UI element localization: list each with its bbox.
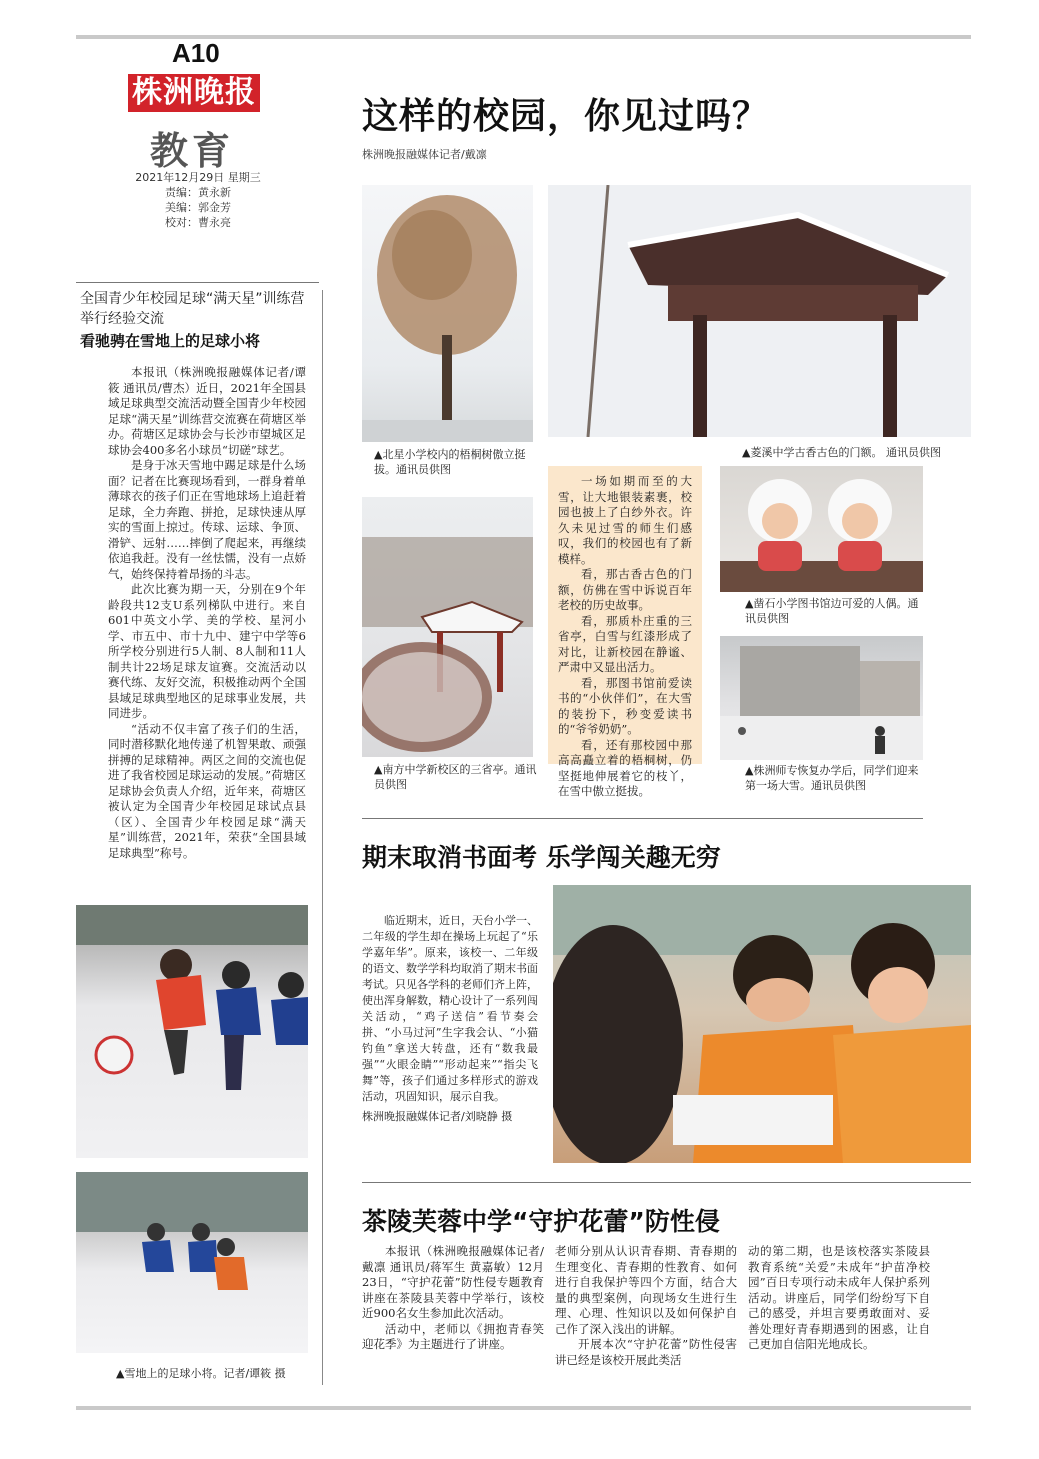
- exam-illustration: [553, 885, 971, 1163]
- school-photo: [720, 636, 923, 760]
- column-divider: [322, 290, 323, 1385]
- protection-article-title: 茶陵芙蓉中学“守护花蕾”防性侵: [362, 1207, 720, 1236]
- exam-article-body: [362, 913, 538, 1125]
- pavilion-illustration: [362, 497, 533, 757]
- exam-photo-credit: 株洲晚报融媒体记者/刘晓静 摄: [362, 1110, 513, 1123]
- dolls-illustration: [720, 466, 923, 592]
- box-paragraph: 看，那质朴庄重的三省亭，白雪与红漆形成了对比，让新校园在静谧、严肃中又显出活力。: [558, 613, 692, 674]
- left-article-title: 看驰骋在雪地上的足球小将: [80, 332, 261, 350]
- school-caption: ▲株洲师专恢复办学后，同学们迎来第一场大雪。通讯员供图: [745, 764, 919, 792]
- gate-illustration: [548, 185, 971, 437]
- box-paragraph: 看，那古香古色的门额，仿佛在雪中诉说百年老校的历史故事。: [558, 567, 692, 612]
- paragraph: “活动不仅丰富了孩子们的生活，同时潜移默化地传递了机智果敢、顽强拼搏的足球精神。两区之间的交流也促进了我省校园足球运动的发展。”荷塘区足球协会负责人介绍，近年来，荷塘区被认定为全国青少年校园足球试点县（区）、全国青少年校园足球“满天星”训练营，2021年，荣获“全国县域足球典型”称号。: [108, 721, 306, 860]
- editor-credit: 责编：黄永新: [165, 186, 231, 199]
- paragraph: 老师分别从认识青春期、青春期的生理变化、青春期的性教育、如何进行自我保护等四个方面，结合大量的典型案例，向现场女生进行生理、心理、性知识以及如何保护自己作了深入浅出的讲解。: [555, 1244, 737, 1336]
- gate-caption: ▲菱溪中学古香古色的门额。 通讯员供图: [742, 446, 941, 459]
- football-photo-2: [76, 1172, 308, 1353]
- paragraph: 临近期末，近日，天台小学一、二年级的学生却在操场上玩起了“乐学嘉年华”。原来，该校一、二年级的语文、数学学科均取消了期末书面考试。只见各学科的老师们齐上阵，使出浑身解数，精心设计了一系列闯关活动，“鸡子送信”看节奏会拼、“小马过河”生字我会认、“小猫钓鱼”拿送大转盘，还有“数我最强”“火眼金睛”“形动起来”“指尖飞舞”等，孩子们通过多样形式的游戏活动，巩固知识，展示自我。: [362, 914, 538, 1103]
- football-photo-1: [76, 905, 308, 1158]
- dolls-caption: ▲凿石小学图书馆边可爱的人偶。通讯员供图: [745, 597, 919, 625]
- masthead-meta: [128, 170, 268, 230]
- gate-photo: [548, 185, 971, 437]
- issue-date: 2021年12月29日 星期三: [135, 171, 261, 184]
- exam-article-title: 期末取消书面考 乐学闯关趣无穷: [362, 843, 721, 872]
- newspaper-logo: 株洲晚报: [128, 74, 260, 112]
- tree-caption: ▲北星小学校内的梧桐树傲立挺拔。通讯员供图: [374, 448, 526, 476]
- dolls-photo: [720, 466, 923, 592]
- paragraph: 活动中，老师以《拥抱青春笑迎花季》为主题进行了讲座。: [362, 1321, 544, 1351]
- left-article-kicker: 全国青少年校园足球“满天星”训练营举行经验交流: [80, 291, 305, 327]
- box-paragraph: 看，那图书馆前爱读书的“小伙伴们”，在大雪的装扮下，秒变爱读书的“爷爷奶奶”。: [558, 675, 692, 736]
- tree-illustration: [362, 185, 533, 442]
- pavilion-photo: [362, 497, 533, 757]
- feature-headline: 这样的校园，你见过吗？: [362, 96, 770, 137]
- football-scene-2: [76, 1172, 308, 1353]
- bottom-rule: [76, 1406, 971, 1410]
- left-article-body: [108, 365, 306, 861]
- paragraph: 本报讯（株洲晚报融媒体记者/戴凛 通讯员/蒋军生 黄嘉敏）12月23日，“守护花蕾”防性侵专题教育讲座在茶陵县芙蓉中学举行，该校近900名女生参加此次活动。: [362, 1244, 544, 1320]
- masthead-divider: [76, 282, 319, 283]
- paragraph: 本报讯（株洲晚报融媒体记者/谭筱 通讯员/曹杰）近日，2021年全国县域足球典型交流活动暨全国青少年校园足球“满天星”训练营交流赛在荷塘区举办。荷塘区足球协会与长沙市望城区足球协会400多名小球员“切磋”球艺。: [108, 365, 306, 457]
- protection-col-3: [748, 1244, 930, 1353]
- protection-col-2: [555, 1244, 737, 1368]
- football-scene-1: [76, 905, 308, 1158]
- paragraph: 此次比赛为期一天，分别在9个年龄段共12支U系列梯队中进行。来自601中英文小学、美的学校、星河小学、市五中、市十九中、建宁中学等6所学校分别进行5人制、8人制和11人制共计22场足球友谊赛。交流活动以赛代练、友好交流，积极推动两个全国县域足球典型地区的足球事业发展，共同进步。: [108, 582, 306, 720]
- exam-photo: [553, 885, 971, 1163]
- proofreader-credit: 校对：曹永亮: [165, 216, 231, 229]
- paragraph: 是身于冰天雪地中踢足球是什么场面？记者在比赛现场看到，一群身着单薄球衣的孩子们正在雪地球场上追赶着足球，全力奔跑、拼抢，足球快速从厚实的雪面上掠过。传球、运球、争顶、滑铲、远射……摔倒了爬起来，再继续依追我赶。没有一丝怯懦，没有一点娇气，始终保持着昂扬的斗志。: [108, 458, 306, 581]
- section-title: 教育: [150, 128, 235, 173]
- school-illustration: [720, 636, 923, 760]
- box-paragraph: 一场如期而至的大雪，让大地银装素裹，校园也披上了白纱外衣。许久未见过雪的师生们感叹，我们的校园也有了新模样。: [558, 474, 692, 566]
- football-photo-caption: ▲雪地上的足球小将。记者/谭筱 摄: [116, 1367, 286, 1380]
- feature-text-box: [548, 466, 702, 798]
- box-paragraph: 看，还有那校园中那高高矗立着的梧桐树，仍坚挺地伸展着它的枝丫，在雪中傲立挺拔。: [558, 737, 692, 798]
- section-divider-1: [362, 818, 923, 819]
- paragraph: 开展本次“守护花蕾”防性侵害讲已经是该校开展此类活: [555, 1337, 737, 1367]
- feature-byline: 株洲晚报融媒体记者/戴凛: [362, 148, 487, 161]
- protection-col-1: [362, 1244, 544, 1353]
- tree-photo: [362, 185, 533, 442]
- pavilion-caption: ▲南方中学新校区的三省亭。通讯员供图: [374, 763, 537, 791]
- page-number: A10: [172, 38, 220, 68]
- section-divider-2: [362, 1182, 971, 1183]
- paragraph: 动的第二期，也是该校落实茶陵县教育系统“关爱”未成年“护苗净校园”百日专项行动未成年人保护系列活动。讲座后，同学们纷纷写下自己的感受，并坦言要勇敢面对、妥善处理好青春期遇到的困惑，让自己更加自信阳光地成长。: [748, 1244, 930, 1351]
- art-editor-credit: 美编：郭金芳: [165, 201, 231, 214]
